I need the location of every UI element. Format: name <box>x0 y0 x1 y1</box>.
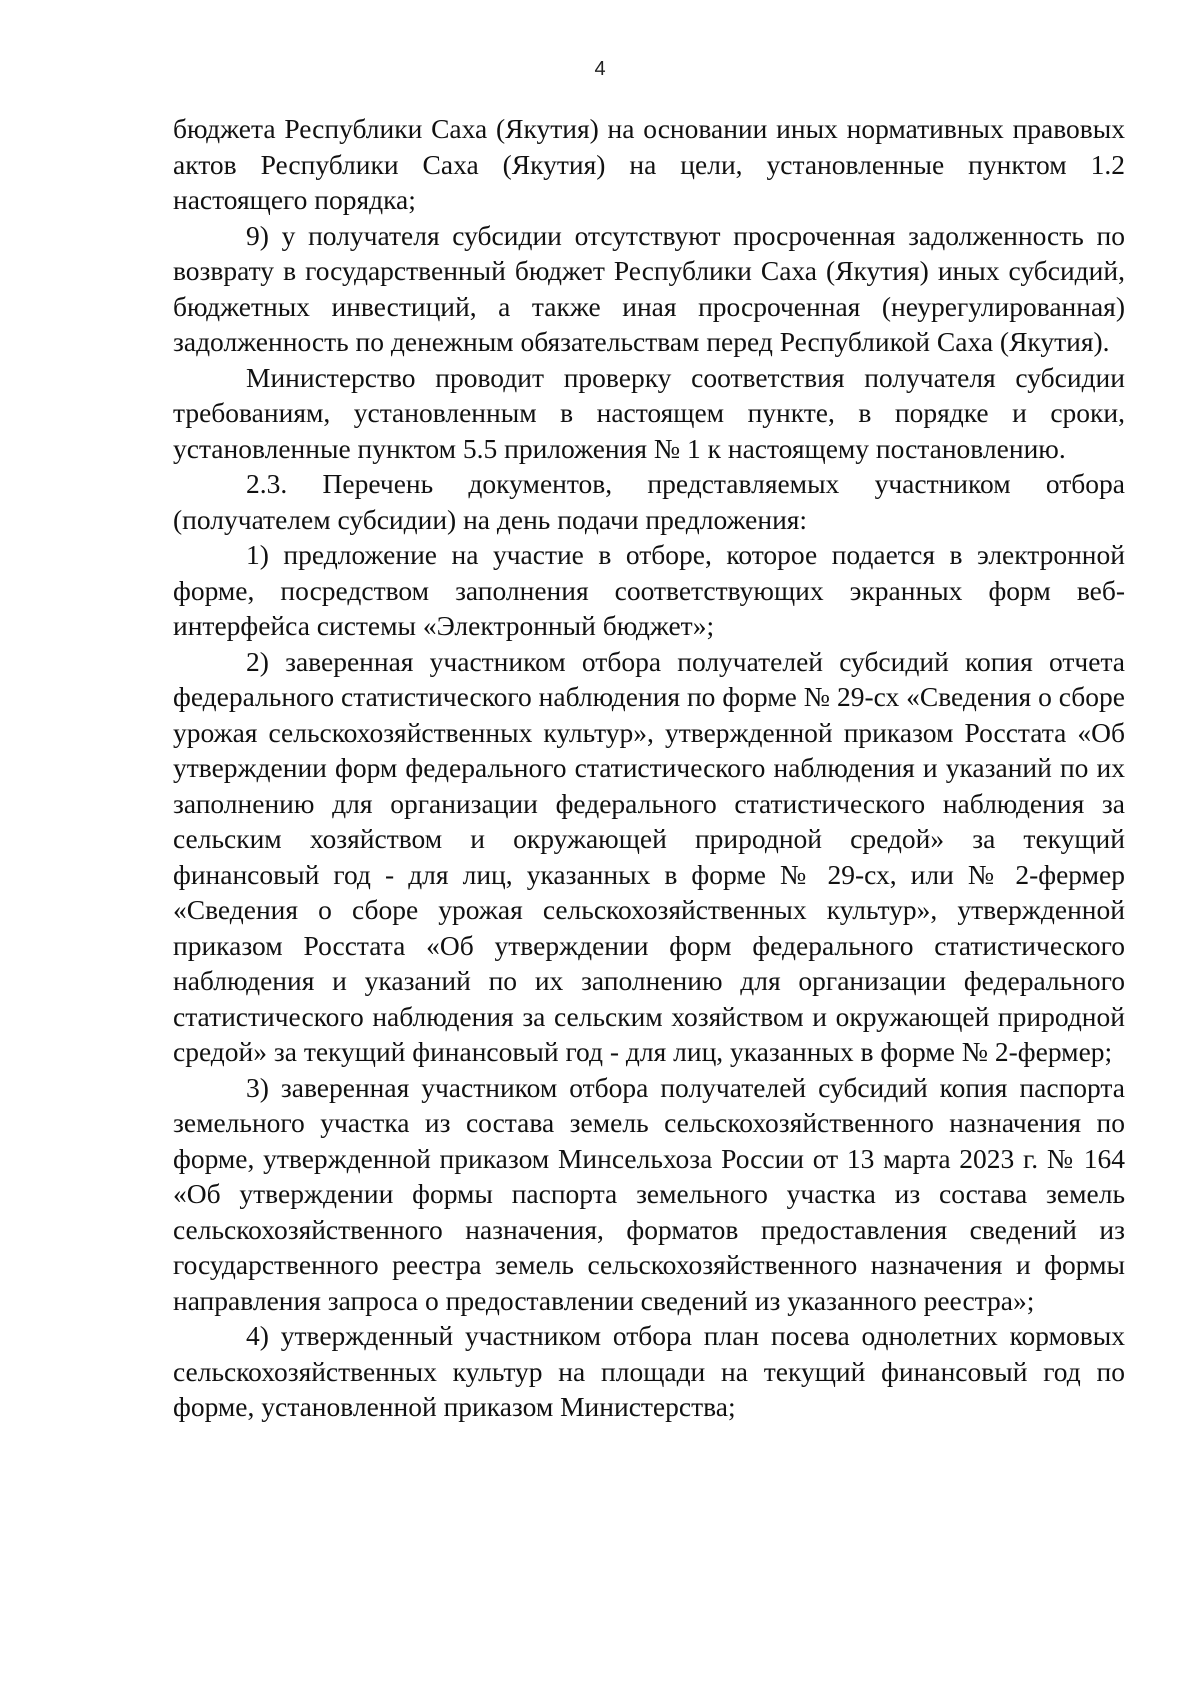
document-body <box>173 111 1125 1425</box>
paragraph-item-1: 1) предложение на участие в отборе, которое подается в электронной форме, посредством заполнения соответствующих экранных форм веб-интерфейса системы «Электронный бюджет»; <box>173 539 1125 641</box>
paragraph-item-2: 2) заверенная участником отбора получателей субсидий копия отчета федерального статистического наблюдения по форме № 29-сх «Сведения о сборе урожая сельскохозяйственных культур», утвержденной приказом Росстата «Об утверждении форм федерального статистического наблюдения и указаний по их заполнению для организации федерального статистического наблюдения за сельским хозяйством и окружающей природной средой» за текущий финансовый год - для лиц, указанных в форме № 29-сх, или № 2-фермер «Сведения о сборе урожая сельскохозяйственных культур», утвержденной приказом Росстата «Об утверждении форм федерального статистического наблюдения и указаний по их заполнению для организации федерального статистического наблюдения за сельским хозяйством и окружающей природной средой» за текущий финансовый год - для лиц, указанных в форме № 2-фермер; <box>173 645 1125 1067</box>
paragraph-item-9: 9) у получателя субсидии отсутствуют просроченная задолженность по возврату в государственный бюджет Республики Саха (Якутия) иных субсидий, бюджетных инвестиций, а также иная просроченная (неурегулированная) задолженность по денежным обязательствам перед Республикой Саха (Якутия). <box>173 219 1125 357</box>
paragraph-item-4: 4) утвержденный участником отбора план посева однолетних кормовых сельскохозяйственных культур на площади на текущий финансовый год по форме, установленной приказом Министерства; <box>173 1320 1125 1422</box>
paragraph-section-2-3: 2.3. Перечень документов, представляемых участником отбора (получателем субсидии) на день подачи предложения: <box>173 468 1125 535</box>
page-number: 4 <box>594 58 606 80</box>
paragraph-budget-continuation: бюджета Республики Саха (Якутия) на основании иных нормативных правовых актов Республики Саха (Якутия) на цели, установленные пунктом 1.2 настоящего порядка; <box>173 113 1125 215</box>
paragraph-item-3: 3) заверенная участником отбора получателей субсидий копия паспорта земельного участка из состава земель сельскохозяйственного назначения по форме, утвержденной приказом Минсельхоза России от 13 марта 2023 г. № 164 «Об утверждении формы паспорта земельного участка из состава земель сельскохозяйственного назначения, форматов предоставления сведений из государственного реестра земель сельскохозяйственного назначения и формы направления запроса о предоставлении сведений из указанного реестра»; <box>173 1071 1125 1316</box>
paragraph-ministry-check: Министерство проводит проверку соответствия получателя субсидии требованиям, установленным в настоящем пункте, в порядке и сроки, установленные пунктом 5.5 приложения № 1 к настоящему постановлению. <box>173 361 1125 464</box>
